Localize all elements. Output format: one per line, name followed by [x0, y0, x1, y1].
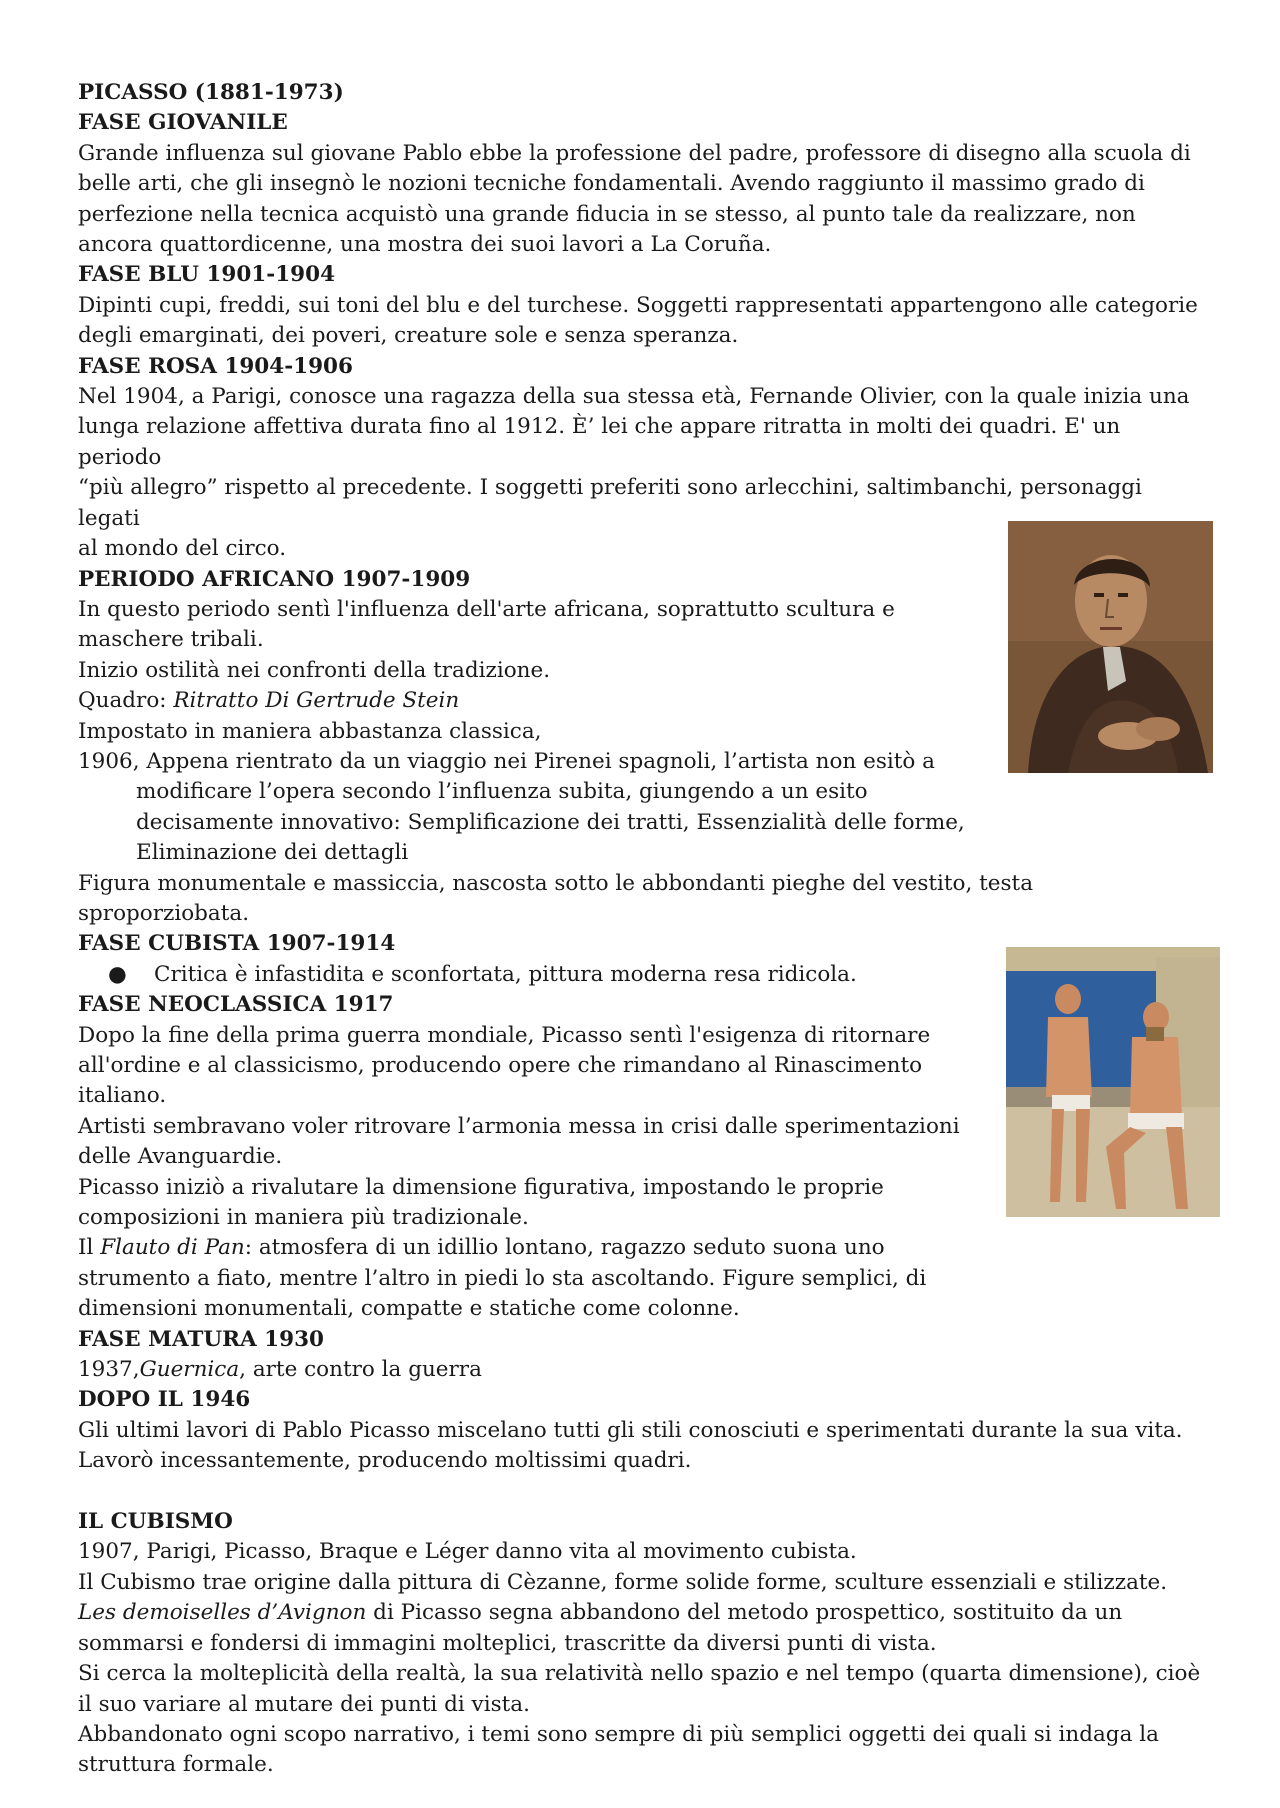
demoiselles-line	[78, 1598, 1208, 1628]
heading-fase-neoclassica: FASE NEOCLASSICA 1917	[78, 992, 394, 1018]
paragraph-line: al mondo del circo.	[78, 536, 287, 562]
quadro-line	[78, 686, 978, 716]
paragraph-line: maschere tribali.	[78, 627, 264, 653]
heading-fase-cubista: FASE CUBISTA 1907-1914	[78, 931, 396, 957]
paragraph-line: sproporziobata.	[78, 900, 250, 926]
bullet-dot-icon: ●	[108, 961, 127, 987]
paragraph-line: Impostato in maniera abbastanza classica,	[78, 718, 542, 744]
paragraph-line-indented: modificare l’opera secondo l’influenza subita, giungendo a un esito	[136, 779, 868, 805]
painting-title-guernica: Guernica	[139, 1357, 240, 1383]
paragraph-line-indented: Eliminazione dei dettagli	[136, 840, 409, 866]
paragraph-line: all'ordine e al classicismo, producendo opere che rimandano al Rinascimento	[78, 1053, 923, 1078]
heading-fase-rosa: FASE ROSA 1904-1906	[78, 353, 353, 379]
paragraph-line: In questo periodo sentì l'influenza dell'arte africana, soprattutto scultura e	[78, 596, 895, 622]
paragraph-line: italiano.	[78, 1083, 167, 1109]
text-fragment: di Picasso segna abbandono del metodo prospettico, sostituito da un	[366, 1600, 1123, 1626]
paragraph-line: degli emarginati, dei poveri, creature sole e senza speranza.	[78, 323, 739, 349]
paragraph-line: Nel 1904, a Parigi, conosce una ragazza della sua stessa età, Fernande Olivier, con la quale inizia una	[78, 384, 1190, 410]
flauto-di-pan-image	[1006, 947, 1220, 1217]
paragraph-line: Picasso iniziò a rivalutare la dimensione figurativa, impostando le proprie	[78, 1174, 884, 1200]
paragraph-line: struttura formale.	[78, 1752, 274, 1778]
paragraph-line-indented: decisamente innovativo: Semplificazione dei tratti, Essenzialità delle forme,	[136, 809, 965, 835]
text-fragment: 1937,	[78, 1357, 140, 1383]
paragraph-line: Inizio ostilità nei confronti della tradizione.	[78, 657, 551, 683]
paragraph-line: perfezione nella tecnica acquistò una grande fiducia in se stesso, al punto tale da realizzare, non	[78, 201, 1136, 227]
flauto-line	[78, 1233, 978, 1263]
paragraph-line: Dopo la fine della prima guerra mondiale, Picasso sentì l'esigenza di ritornare	[78, 1022, 931, 1048]
paragraph-line: Gli ultimi lavori di Pablo Picasso miscelano tutti gli stili conosciuti e sperimentati durante la sua vita.	[78, 1417, 1183, 1443]
paragraph-line: dimensioni monumentali, compatte e statiche come colonne.	[78, 1296, 740, 1322]
paragraph-line: Il Cubismo trae origine dalla pittura di Cèzanne, forme solide forme, sculture essenziali e stilizzate.	[78, 1569, 1168, 1595]
section-gap	[78, 1477, 1208, 1507]
guernica-line	[78, 1355, 1208, 1385]
paragraph-line: Artisti sembravano voler ritrovare l’armonia messa in crisi dalle sperimentazioni	[78, 1113, 960, 1139]
paragraph-line: Figura monumentale e massiccia, nascosta sotto le abbondanti pieghe del vestito, testa	[78, 870, 1034, 896]
heading-fase-blu: FASE BLU 1901-1904	[78, 262, 336, 288]
gertrude-stein-portrait-image	[1008, 521, 1213, 773]
paragraph-line: belle arti, che gli insegnò le nozioni tecniche fondamentali. Avendo raggiunto il massimo grado di	[78, 171, 1145, 197]
paragraph-line: strumento a fiato, mentre l’altro in piedi lo sta ascoltando. Figure semplici, di	[78, 1265, 927, 1291]
heading-periodo-africano: PERIODO AFRICANO 1907-1909	[78, 566, 471, 592]
paragraph-line: “più allegro” rispetto al precedente. I soggetti preferiti sono arlecchini, saltimbanchi, personaggi legati	[78, 475, 1142, 531]
paragraph-line: sommarsi e fondersi di immagini molteplici, trascritte da diversi punti di vista.	[78, 1630, 937, 1656]
document-body	[78, 78, 1208, 1781]
painting-title-flauto: Flauto di Pan	[100, 1235, 245, 1261]
paragraph-line: composizioni in maniera più tradizionale.	[78, 1205, 529, 1231]
paragraph-line: Lavorò incessantemente, producendo moltissimi quadri.	[78, 1448, 692, 1474]
heading-fase-matura: FASE MATURA 1930	[78, 1326, 325, 1352]
paragraph-line: 1907, Parigi, Picasso, Braque e Léger danno vita al movimento cubista.	[78, 1539, 857, 1565]
paragraph-line: ancora quattordicenne, una mostra dei suoi lavori a La Coruña.	[78, 232, 772, 258]
text-fragment: : atmosfera di un idillio lontano, ragazzo seduto suona uno	[244, 1235, 885, 1261]
quadro-label: Quadro:	[78, 688, 174, 714]
heading-dopo-1946: DOPO IL 1946	[78, 1387, 251, 1413]
paragraph-line: Grande influenza sul giovane Pablo ebbe la professione del padre, professore di disegno alla scuola di	[78, 140, 1191, 166]
paragraph-line: Dipinti cupi, freddi, sui toni del blu e del turchese. Soggetti rappresentati appartengono alle categorie	[78, 292, 1198, 318]
paragraph-line: il suo variare al mutare dei punti di vista.	[78, 1691, 530, 1717]
painting-title-demoiselles: Les demoiselles d’Avignon	[78, 1600, 367, 1626]
bullet-text: Critica è infastidita e sconfortata, pittura moderna resa ridicola.	[154, 961, 857, 987]
paragraph-line: lunga relazione affettiva durata fino al 1912. È’ lei che appare ritratta in molti dei quadri. E' un periodo	[78, 414, 1121, 470]
text-fragment: , arte contro la guerra	[239, 1357, 482, 1383]
paragraph-line: Abbandonato ogni scopo narrativo, i temi sono sempre di più semplici oggetti dei quali si indaga la	[78, 1721, 1159, 1747]
paragraph-line: delle Avanguardie.	[78, 1144, 283, 1170]
heading-fase-giovanile: FASE GIOVANILE	[78, 110, 288, 136]
heading-il-cubismo: IL CUBISMO	[78, 1509, 233, 1535]
document-title: PICASSO (1881-1973)	[78, 80, 344, 105]
painting-title-stein: Ritratto Di Gertrude Stein	[173, 688, 460, 714]
paragraph-line: 1906, Appena rientrato da un viaggio nei Pirenei spagnoli, l’artista non esitò a	[78, 748, 935, 774]
paragraph-line: Si cerca la molteplicità della realtà, la sua relatività nello spazio e nel tempo (quarta dimensione), cioè	[78, 1661, 1201, 1687]
text-fragment: Il	[78, 1235, 101, 1261]
